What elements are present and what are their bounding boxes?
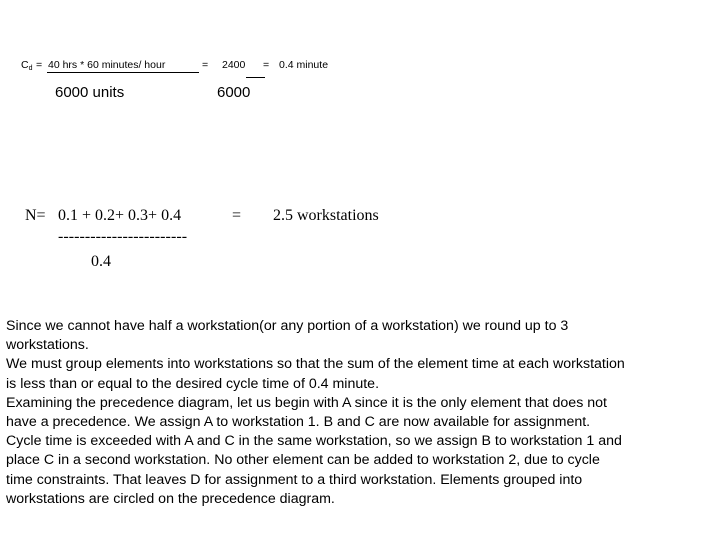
- paragraph-line: We must group elements into workstations so that the sum of the element time at each workstation: [6, 356, 625, 373]
- paragraph-line: is less than or equal to the desired cycle time of 0.4 minute.: [6, 375, 380, 392]
- paragraph-line: Cycle time is exceeded with A and C in the same workstation, so we assign B to workstation 1 and: [6, 433, 622, 450]
- value-numerator: 2400: [222, 59, 246, 71]
- fraction-bar: [47, 72, 199, 73]
- equals-sign: =: [263, 59, 270, 71]
- value-denominator: 6000: [217, 84, 251, 101]
- cd-symbol: $C_d$: [21, 59, 33, 72]
- explanation-paragraph: [6, 317, 712, 509]
- workstations-result: 2.5 workstations: [273, 207, 379, 224]
- equals-sign: =: [232, 207, 242, 224]
- paragraph-line: Since we cannot have half a workstation(or any portion of a workstation) we round up to 3: [6, 318, 569, 334]
- paragraph-line: Examining the precedence diagram, let us begin with A since it is the only element that does not: [6, 394, 607, 411]
- n-label: N=: [25, 207, 46, 224]
- cycle-time-numerator: 40 hrs * 60 minutes/ hour: [48, 59, 166, 71]
- paragraph-line: have a precedence. We assign A to workstation 1. B and C are now available for assignment.: [6, 414, 591, 431]
- equals-sign: =: [202, 59, 209, 71]
- paragraph-line: place C in a second workstation. No other element can be added to workstation 2, due to cycle: [6, 452, 600, 469]
- fraction-bar: ------------------------: [58, 228, 188, 245]
- equals-sign: =: [36, 59, 43, 71]
- workstations-denominator: 0.4: [91, 253, 111, 270]
- paragraph-line: workstations are circled on the precedence diagram.: [6, 490, 335, 507]
- paragraph-line: time constraints. That leaves D for assignment to a third workstation. Elements grouped into: [6, 471, 583, 488]
- cycle-time-result: 0.4 minute: [279, 59, 329, 71]
- cycle-time-denominator: 6000 units: [55, 84, 125, 101]
- paragraph-line: workstations.: [6, 337, 89, 354]
- fraction-bar: [246, 77, 265, 78]
- workstations-numerator: 0.1 + 0.2+ 0.3+ 0.4: [58, 207, 182, 224]
